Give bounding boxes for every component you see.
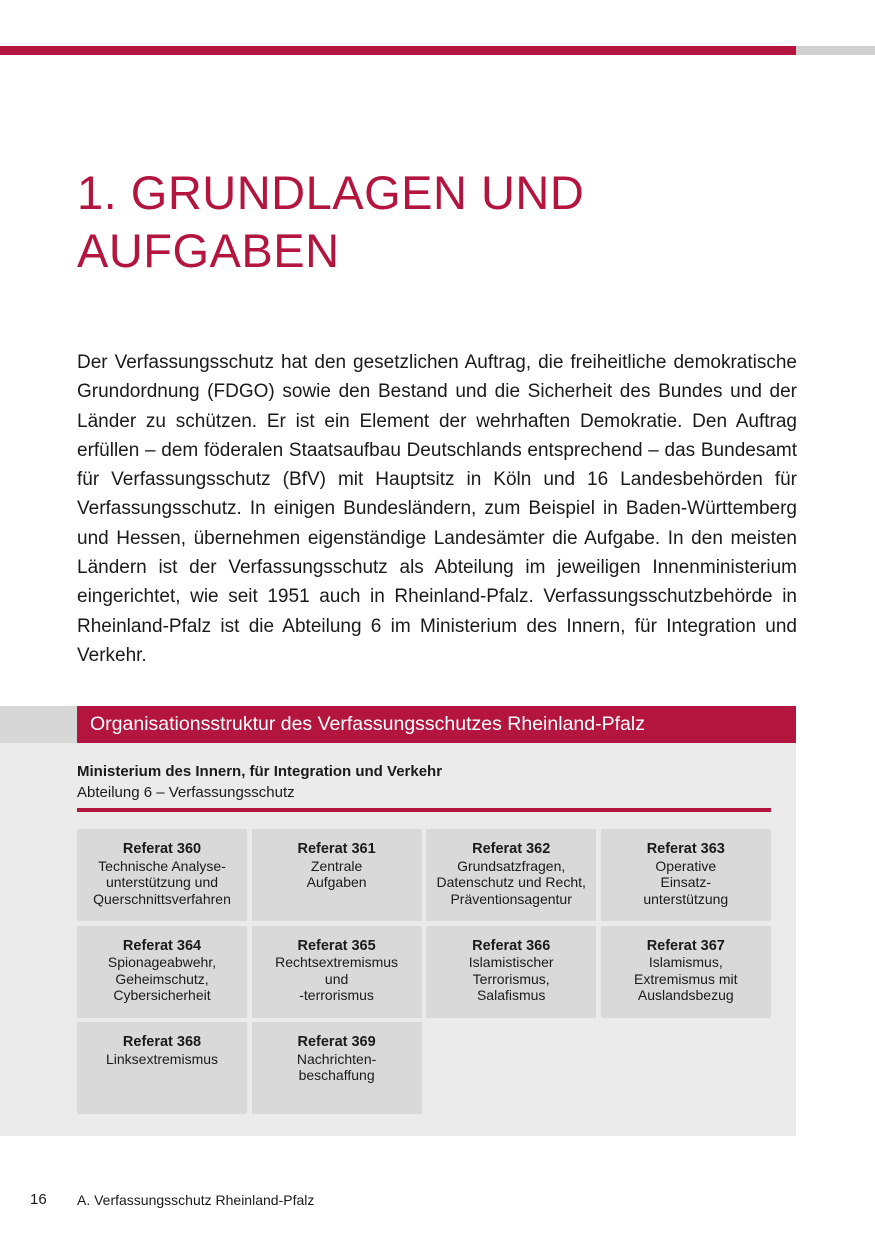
top-accent-bar — [0, 46, 796, 55]
unit-cell-368 — [77, 1022, 247, 1114]
unit-description: Spionageabwehr, Geheimschutz, Cybersicherheit — [107, 954, 217, 1003]
unit-title: Referat 366 — [472, 937, 551, 954]
top-gray-bar — [796, 46, 875, 55]
page-number: 16 — [30, 1191, 47, 1208]
ministry-divider — [77, 808, 771, 812]
unit-description: Rechtsextremismus und -terrorismus — [275, 954, 399, 1003]
org-box-header: Organisationsstruktur des Verfassungsschutzes Rheinland-Pfalz — [77, 706, 796, 743]
unit-title: Referat 360 — [122, 841, 202, 857]
unit-title: Referat 368 — [122, 1034, 202, 1050]
unit-description: Grundsatzfragen, Datenschutz und Recht, Präventionsagentur — [436, 857, 586, 907]
unit-cell-361 — [252, 829, 422, 921]
unit-title: Referat 364 — [122, 937, 202, 954]
unit-cell-367 — [601, 926, 771, 1018]
unit-title: Referat 363 — [646, 841, 725, 857]
unit-title: Referat 361 — [297, 841, 376, 857]
ministry-name: Ministerium des Innern, für Integration und Verkehr — [77, 763, 443, 780]
unit-cell-369 — [252, 1022, 422, 1114]
unit-title: Referat 362 — [472, 841, 551, 857]
unit-title: Referat 367 — [646, 937, 725, 954]
unit-description: Zentrale Aufgaben — [306, 857, 367, 890]
unit-grid — [77, 829, 771, 1114]
running-footer-title: A. Verfassungsschutz Rheinland-Pfalz — [77, 1192, 315, 1208]
unit-cell-364 — [77, 926, 247, 1018]
chapter-title-line-1: 1. GRUNDLAGEN UND — [77, 166, 585, 219]
chapter-title — [77, 164, 777, 280]
department-name: Abteilung 6 – Verfassungsschutz — [77, 784, 295, 801]
unit-cell-363 — [601, 829, 771, 921]
unit-description: Islamismus, Extremismus mit Auslandsbezug — [634, 954, 738, 1003]
unit-cell-360 — [77, 829, 247, 921]
unit-title: Referat 365 — [297, 937, 376, 954]
unit-description: Islamistischer Terrorismus, Salafismus — [468, 954, 554, 1003]
unit-cell-366 — [426, 926, 596, 1018]
unit-cell-362 — [426, 829, 596, 921]
unit-cell-365 — [252, 926, 422, 1018]
chapter-title-line-2: AUFGABEN — [77, 224, 340, 277]
org-box-header-margin — [0, 706, 77, 743]
unit-description: Linksextremismus — [105, 1050, 219, 1067]
unit-description: Operative Einsatz- unterstützung — [643, 857, 729, 907]
unit-description: Nachrichten- beschaffung — [296, 1050, 377, 1083]
intro-paragraph: Der Verfassungsschutz hat den gesetzlichen Auftrag, die freiheitliche demokratische Grundordnung (FDGO) sowie den Bestand und die Sicherheit des Bundes und der Länder zu schützen. Er ist ein Element der wehrhaften Demokratie. Den Auftrag erfüllen – dem föderalen Staatsaufbau Deutschlands entsprechend – das Bundesamt für Verfassungsschutz (BfV) mit Hauptsitz in Köln und 16 Landesbehörden für Verfassungsschutz. In einigen Bundesländern, zum Beispiel in Baden-Württemberg und Hessen, übernehmen eigenständige Landesämter die Aufgabe. In den meisten Ländern ist der Verfassungsschutz als Abteilung im jeweiligen Innenministerium eingerichtet, wie seit 1951 auch in Rheinland-Pfalz. Verfassungsschutzbehörde in Rheinland-Pfalz ist die Abteilung 6 im Ministerium des Innern, für Integration und Verkehr. — [77, 352, 797, 666]
unit-description: Technische Analyse- unterstützung und Querschnittsverfahren — [93, 857, 231, 907]
unit-title: Referat 369 — [297, 1034, 376, 1050]
